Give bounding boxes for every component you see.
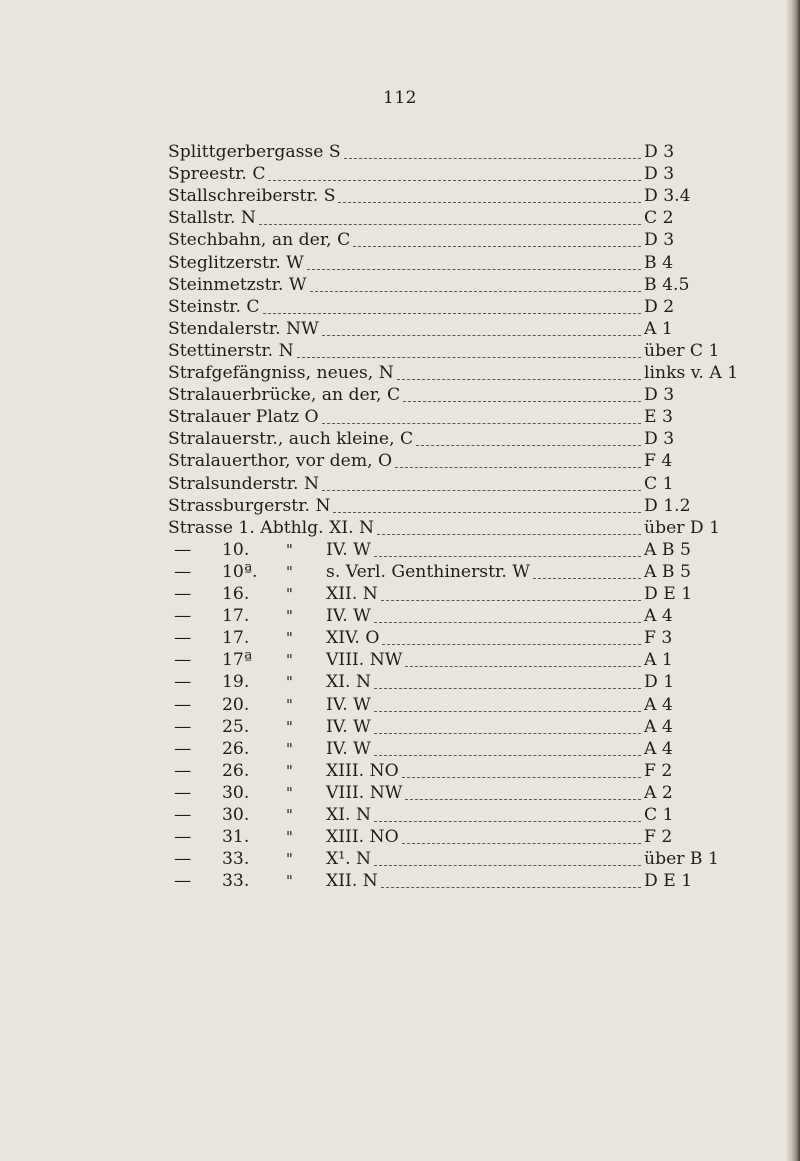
ditto-dash: — xyxy=(174,606,192,627)
grid-reference: A 1 xyxy=(644,318,673,339)
entry-name: Stralauer Platz O xyxy=(168,407,319,428)
grid-reference: F 2 xyxy=(644,760,673,781)
ditto-mark: " xyxy=(286,629,293,648)
district-label: IV. W xyxy=(326,539,371,560)
entry-name: Steglitzerstr. W xyxy=(168,252,304,273)
street-number: 17ª xyxy=(222,650,253,671)
dot-leader xyxy=(381,867,641,888)
grid-reference: D E 1 xyxy=(644,871,693,892)
ditto-mark: " xyxy=(286,806,293,824)
grid-reference: B 4.5 xyxy=(644,274,690,295)
entry-name: Stallschreiberstr. S xyxy=(168,186,336,207)
district-label: VIII. NW xyxy=(326,782,403,803)
dot-leader xyxy=(310,271,641,292)
ditto-dash: — xyxy=(174,694,192,715)
grid-reference: über B 1 xyxy=(644,849,719,870)
ditto-mark: " xyxy=(286,585,293,603)
grid-reference: über C 1 xyxy=(644,340,720,361)
district-label: XI. N xyxy=(326,805,371,825)
dot-leader xyxy=(374,691,641,712)
entry-name: Stechbahn, an der, C xyxy=(168,230,351,251)
street-number: 26. xyxy=(222,738,250,759)
dot-leader xyxy=(377,514,641,535)
ditto-mark: " xyxy=(286,828,293,847)
grid-reference: A B 5 xyxy=(644,561,691,582)
ditto-dash: — xyxy=(174,672,192,693)
dot-leader xyxy=(403,381,641,402)
ditto-dash: — xyxy=(174,628,192,649)
ditto-dash: — xyxy=(174,716,192,737)
dot-leader xyxy=(374,735,641,756)
grid-reference: C 2 xyxy=(644,208,674,229)
dot-leader xyxy=(381,580,641,601)
entry-name: Stettinerstr. N xyxy=(168,340,294,361)
dot-leader xyxy=(374,845,641,866)
grid-reference: A 2 xyxy=(644,782,673,803)
ditto-dash: — xyxy=(174,584,192,604)
grid-reference: A 4 xyxy=(644,738,673,759)
entry-name: Stralauerstr., auch kleine, C xyxy=(168,429,414,450)
street-number: 20. xyxy=(222,694,250,715)
ditto-mark: " xyxy=(286,695,293,714)
street-number: 10ª. xyxy=(222,561,258,582)
dot-leader xyxy=(259,204,641,225)
district-label: X¹. N xyxy=(326,849,372,870)
dot-leader xyxy=(333,492,641,513)
grid-reference: D 1 xyxy=(644,672,675,693)
street-number: 25. xyxy=(222,716,250,737)
grid-reference: D 1.2 xyxy=(644,495,691,516)
ditto-dash: — xyxy=(174,650,192,671)
district-label: XIV. O xyxy=(326,628,380,649)
district-label: XII. N xyxy=(326,584,378,604)
district-label: VIII. NW xyxy=(326,650,403,671)
ditto-mark: " xyxy=(286,739,293,758)
dot-leader xyxy=(382,624,641,645)
grid-reference: A 4 xyxy=(644,606,673,627)
district-label: IV. W xyxy=(326,738,371,759)
ditto-mark: " xyxy=(286,850,293,869)
dot-leader xyxy=(402,757,641,778)
street-number: 26. xyxy=(222,760,250,781)
ditto-mark: " xyxy=(286,607,293,626)
grid-reference: über D 1 xyxy=(644,517,721,538)
dot-leader xyxy=(405,646,641,667)
ditto-dash: — xyxy=(174,871,192,892)
dot-leader xyxy=(268,160,641,181)
district-label: XII. N xyxy=(326,871,378,892)
grid-reference: links v. A 1 xyxy=(644,363,739,383)
ditto-dash: — xyxy=(174,849,192,870)
ditto-mark: " xyxy=(286,783,293,802)
dot-leader xyxy=(344,138,641,159)
dot-leader xyxy=(374,536,641,557)
district-label: IV. W xyxy=(326,694,371,715)
dot-leader xyxy=(297,337,641,358)
grid-reference: F 3 xyxy=(644,628,673,649)
street-number: 17. xyxy=(222,628,250,649)
entry-name: Stralauerthor, vor dem, O xyxy=(168,451,393,472)
grid-reference: A 4 xyxy=(644,694,673,715)
ditto-mark: " xyxy=(286,872,293,891)
entry-name: Strafgefängniss, neues, N xyxy=(168,363,394,383)
dot-leader xyxy=(402,823,641,844)
grid-reference: D 3 xyxy=(644,164,675,185)
entry-name: Splittgerbergasse S xyxy=(168,142,341,162)
ditto-mark: " xyxy=(286,673,293,692)
grid-reference: D E 1 xyxy=(644,584,693,604)
entry-name: Steinstr. C xyxy=(168,296,260,317)
ditto-dash: — xyxy=(174,760,192,781)
dot-leader xyxy=(374,801,641,822)
grid-reference: C 1 xyxy=(644,473,674,494)
entry-name: Strassburgerstr. N xyxy=(168,495,331,516)
grid-reference: D 3 xyxy=(644,142,675,162)
grid-reference: D 3.4 xyxy=(644,186,691,207)
grid-reference: E 3 xyxy=(644,407,673,428)
street-number: 33. xyxy=(222,871,250,892)
grid-reference: D 2 xyxy=(644,296,675,317)
page-edge-shadow xyxy=(786,0,800,1161)
district-label: XI. N xyxy=(326,672,371,693)
ditto-mark: " xyxy=(286,651,293,670)
district-label: IV. W xyxy=(326,716,371,737)
dot-leader xyxy=(374,713,641,734)
ditto-mark: " xyxy=(286,540,293,559)
dot-leader xyxy=(322,470,641,491)
dot-leader xyxy=(322,315,641,336)
grid-reference: D 3 xyxy=(644,230,675,251)
dot-leader xyxy=(416,425,641,446)
grid-reference: F 2 xyxy=(644,827,673,848)
street-number: 16. xyxy=(222,584,250,604)
district-label: s. Verl. Genthinerstr. W xyxy=(326,561,530,582)
dot-leader xyxy=(397,359,641,380)
entry-name: Stendalerstr. NW xyxy=(168,318,319,339)
dot-leader xyxy=(374,668,641,689)
district-label: XIII. NO xyxy=(326,760,399,781)
dot-leader xyxy=(353,226,641,247)
dot-leader xyxy=(405,779,641,800)
grid-reference: D 3 xyxy=(644,429,675,450)
entry-name: Stralauerbrücke, an der, C xyxy=(168,385,401,406)
street-number: 31. xyxy=(222,827,250,848)
district-label: IV. W xyxy=(326,606,371,627)
dot-leader xyxy=(374,602,641,623)
page-number: 112 xyxy=(383,88,417,108)
grid-reference: B 4 xyxy=(644,252,674,273)
dot-leader xyxy=(395,447,641,468)
dot-leader xyxy=(533,558,641,579)
dot-leader xyxy=(263,293,641,314)
grid-reference: A B 5 xyxy=(644,539,691,560)
ditto-dash: — xyxy=(174,782,192,803)
ditto-mark: " xyxy=(286,761,293,780)
entry-name: Steinmetzstr. W xyxy=(168,274,307,295)
street-number: 30. xyxy=(222,782,250,803)
grid-reference: D 3 xyxy=(644,385,675,406)
ditto-dash: — xyxy=(174,561,192,582)
dot-leader xyxy=(338,182,641,203)
ditto-mark: " xyxy=(286,562,293,581)
street-number: 19. xyxy=(222,672,250,693)
street-number: 10. xyxy=(222,539,250,560)
ditto-dash: — xyxy=(174,827,192,848)
grid-reference: F 4 xyxy=(644,451,673,472)
street-number: 17. xyxy=(222,606,250,627)
entry-name: Stralsunderstr. N xyxy=(168,473,320,494)
entry-name: Stallstr. N xyxy=(168,208,256,229)
grid-reference: C 1 xyxy=(644,805,674,825)
street-number: 33. xyxy=(222,849,250,870)
grid-reference: A 4 xyxy=(644,716,673,737)
entry-name: Strasse 1. Abthlg. XI. N xyxy=(168,517,375,538)
district-label: XIII. NO xyxy=(326,827,399,848)
ditto-dash: — xyxy=(174,738,192,759)
dot-leader xyxy=(307,249,641,270)
ditto-dash: — xyxy=(174,805,192,825)
street-number: 30. xyxy=(222,805,250,825)
dot-leader xyxy=(322,403,641,424)
ditto-dash: — xyxy=(174,539,192,560)
entry-name: Spreestr. C xyxy=(168,164,266,185)
ditto-mark: " xyxy=(286,717,293,736)
grid-reference: A 1 xyxy=(644,650,673,671)
